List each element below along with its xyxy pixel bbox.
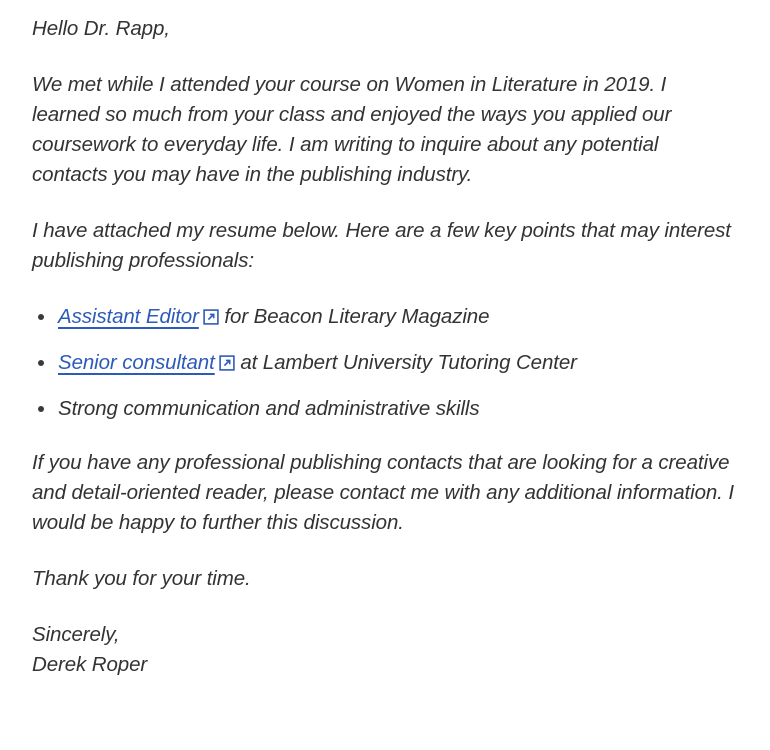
email-paragraph-intro: We met while I attended your course on Women in Literature in 2019. I learned so much from your class and enjoyed the ways you applied our coursework to everyday life. I am writing to inquire about any potential contacts you may have in the publishing industry. <box>32 73 672 186</box>
list-item-trailing-text: at Lambert University Tutoring Center <box>234 351 577 374</box>
email-greeting: Hello Dr. Rapp, <box>32 17 170 40</box>
email-paragraph-closing: If you have any professional publishing contacts that are looking for a creative and detail-oriented reader, please contact me with any additional information. I would be happy to further this discussion. <box>32 451 734 534</box>
email-signoff: Sincerely, <box>32 623 120 646</box>
list-item <box>32 394 738 424</box>
list-item-trailing-text: for Beacon Literary Magazine <box>218 305 490 328</box>
list-item <box>32 302 738 332</box>
external-link-icon <box>219 355 235 371</box>
key-points-list <box>32 302 738 424</box>
link-label: Assistant Editor <box>58 305 199 328</box>
bullet-icon <box>38 406 44 412</box>
email-paragraph-resume: I have attached my resume below. Here are a few key points that may interest publishing professionals: <box>32 219 731 272</box>
list-item <box>32 348 738 378</box>
link-assistant-editor[interactable] <box>58 305 219 328</box>
list-item-trailing-text: Strong communication and administrative skills <box>58 397 480 420</box>
link-senior-consultant[interactable] <box>58 351 235 374</box>
link-label: Senior consultant <box>58 351 215 374</box>
email-thanks: Thank you for your time. <box>32 567 251 590</box>
bullet-icon <box>38 360 44 366</box>
external-link-icon <box>203 309 219 325</box>
email-sender-name: Derek Roper <box>32 653 148 676</box>
bullet-icon <box>38 314 44 320</box>
